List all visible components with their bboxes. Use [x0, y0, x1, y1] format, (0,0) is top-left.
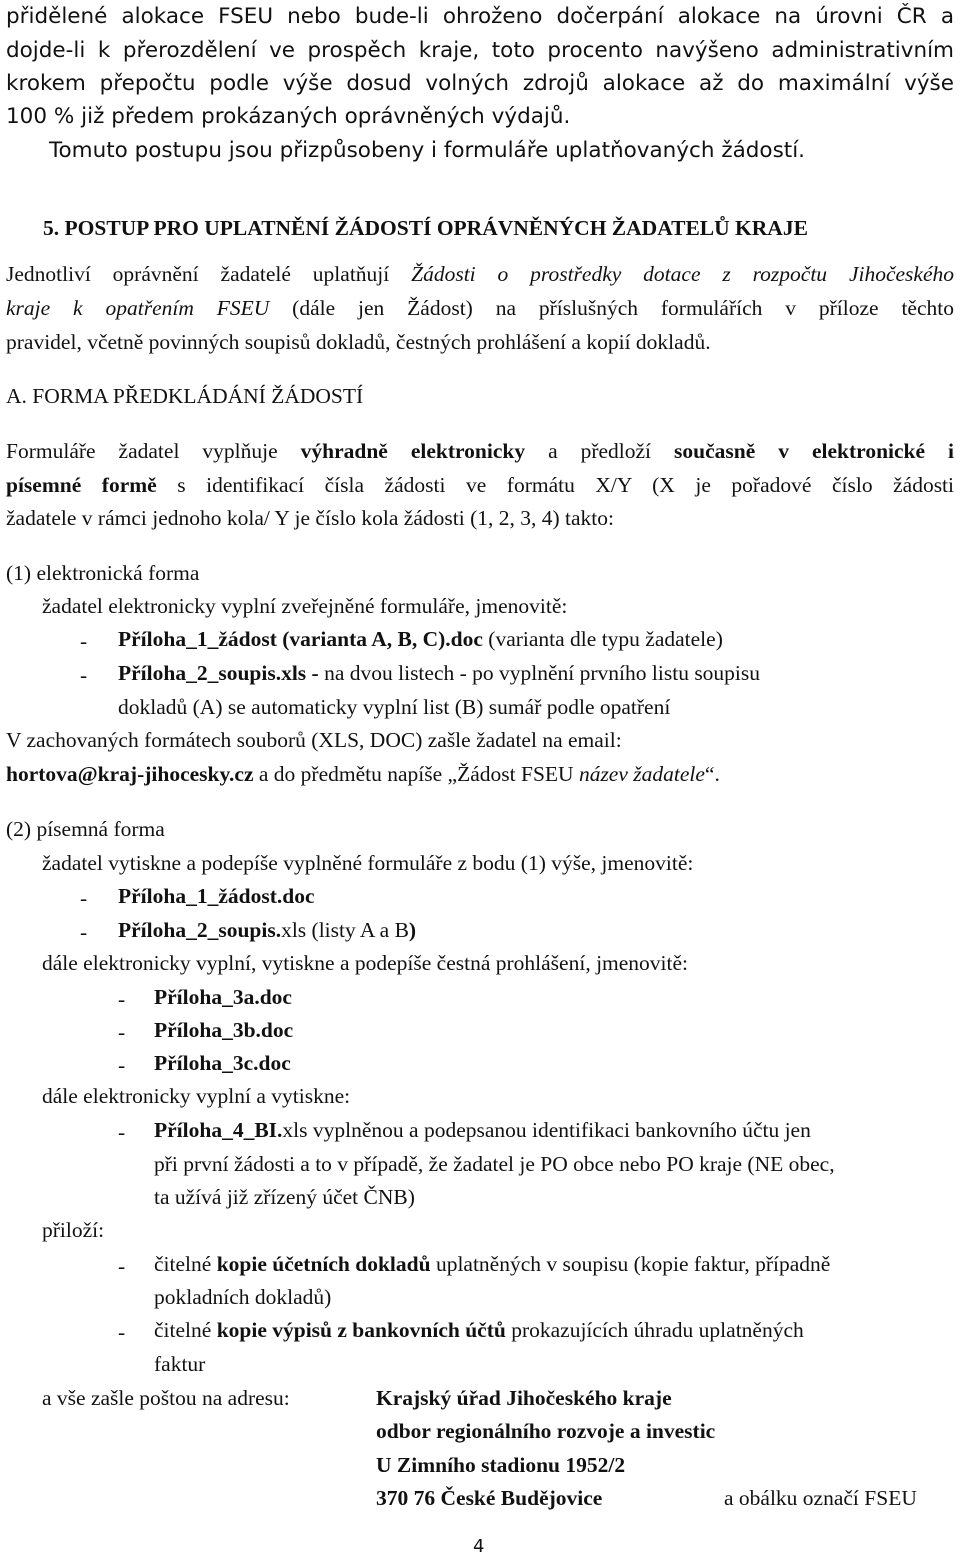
- intro-line-2: dojde-li k přerozdělení ve prospěch kraje, toto procento navýšeno administrativním: [6, 38, 954, 63]
- section-a-line-1: Formuláře žadatel vyplňuje výhradně elektronicky a předloží současně v elektronické i: [6, 439, 954, 463]
- declaration-item-2: Příloha_3b.doc: [154, 1018, 294, 1042]
- attach-item-1-line-2: pokladních dokladů): [154, 1285, 332, 1309]
- list-dash: -: [118, 1120, 126, 1144]
- section-a-heading: A. FORMA PŘEDKLÁDÁNÍ ŽÁDOSTÍ: [6, 384, 364, 408]
- list-dash: -: [118, 1254, 126, 1278]
- attach-item-2: čitelné kopie výpisů z bankovních účtů prokazujících úhradu uplatněných: [154, 1318, 804, 1342]
- list-dash: -: [118, 1320, 126, 1344]
- electronic-item-2: Příloha_2_soupis.xls - na dvou listech - po vyplnění prvního listu soupisu: [118, 661, 761, 685]
- written-item-2: Příloha_2_soupis.xls (listy A a B): [118, 918, 417, 942]
- list-dash: -: [118, 1053, 126, 1077]
- electronic-send-line-1: V zachovaných formátech souborů (XLS, DOC) zašle žadatel na email:: [6, 728, 622, 752]
- list-dash: -: [80, 663, 88, 687]
- declaration-item-3: Příloha_3c.doc: [154, 1051, 291, 1075]
- address-line-2: odbor regionálního rozvoje a investic: [376, 1419, 716, 1443]
- bank-id-item: Příloha_4_BI.xls vyplněnou a podepsanou identifikaci bankovního účtu jen: [154, 1118, 811, 1142]
- declaration-item-1: Příloha_3a.doc: [154, 985, 292, 1009]
- bank-id-item-line-2: při první žádosti a to v případě, že žadatel je PO obce nebo PO kraje (NE obec,: [154, 1152, 835, 1176]
- attach-item-2-line-2: faktur: [154, 1352, 206, 1376]
- bank-id-item-line-3: ta užívá již zřízený účet ČNB): [154, 1185, 415, 1209]
- address-line-3: U Zimního stadionu 1952/2: [376, 1453, 626, 1477]
- electronic-form-title: (1) elektronická forma: [6, 561, 200, 585]
- written-form-title: (2) písemná forma: [6, 817, 165, 841]
- list-dash: -: [118, 987, 126, 1011]
- written-form-intro: žadatel vytiskne a podepíše vyplněné formuláře z bodu (1) výše, jmenovitě:: [42, 851, 694, 875]
- electronic-item-1: Příloha_1_žádost (varianta A, B, C).doc (varianta dle typu žadatele): [118, 627, 723, 651]
- electronic-send-line-2: hortova@kraj-jihocesky.cz a do předmětu napíše „Žádost FSEU název žadatele“.: [6, 762, 720, 786]
- section-5-line-3: pravidel, včetně povinných soupisů dokladů, čestných prohlášení a kopií dokladů.: [6, 330, 711, 354]
- section-a-line-2: písemné formě s identifikací čísla žádosti ve formátu X/Y (X je pořadové číslo žádosti: [6, 473, 955, 497]
- electronic-item-2-continuation: dokladů (A) se automaticky vyplní list (B) sumář podle opatření: [118, 695, 671, 719]
- mail-address-label: a vše zašle poštou na adresu:: [42, 1386, 290, 1410]
- section-5-line-1: Jednotliví oprávnění žadatelé uplatňují Žádosti o prostředky dotace z rozpočtu Jihočeského: [6, 262, 954, 286]
- attach-item-1: čitelné kopie účetních dokladů uplatněných v soupisu (kopie faktur, případně: [154, 1252, 831, 1276]
- section-5-heading: 5. POSTUP PRO UPLATNĚNÍ ŽÁDOSTÍ OPRÁVNĚNÝCH ŽADATELŮ KRAJE: [43, 216, 808, 240]
- section-5-line-2: kraje k opatřením FSEU (dále jen Žádost) na příslušných formulářích v příloze těchto: [6, 296, 954, 320]
- address-line-1: Krajský úřad Jihočeského kraje: [376, 1386, 672, 1410]
- list-dash: -: [80, 629, 88, 653]
- list-dash: -: [80, 886, 88, 910]
- written-declarations-intro: dále elektronicky vyplní, vytiskne a podepíše čestná prohlášení, jmenovitě:: [42, 951, 689, 975]
- intro-line-4: 100 % již předem prokázaných oprávněných výdajů.: [6, 104, 571, 129]
- electronic-form-intro: žadatel elektronicky vyplní zveřejněné formuláře, jmenovitě:: [42, 594, 568, 618]
- page-number: 4: [473, 1536, 485, 1557]
- written-print-intro: dále elektronicky vyplní a vytiskne:: [42, 1084, 351, 1108]
- intro-line-5: Tomuto postupu jsou přizpůsobeny i formuláře uplatňovaných žádostí.: [49, 138, 806, 163]
- intro-line-1: přidělené alokace FSEU nebo bude-li ohroženo dočerpání alokace na úrovni ČR a: [6, 4, 954, 29]
- attach-label: přiloží:: [42, 1218, 105, 1242]
- intro-line-3: krokem přepočtu podle výše dosud volných zdrojů alokace až do maximální výše: [6, 71, 954, 96]
- envelope-note: a obálku označí FSEU: [724, 1486, 917, 1510]
- address-line-4: 370 76 České Budějovice: [376, 1486, 603, 1510]
- list-dash: -: [80, 920, 88, 944]
- section-a-line-3: žadatele v rámci jednoho kola/ Y je číslo kola žádosti (1, 2, 3, 4) takto:: [6, 506, 614, 530]
- list-dash: -: [118, 1020, 126, 1044]
- written-item-1: Příloha_1_žádost.doc: [118, 884, 315, 908]
- email-address[interactable]: hortova@kraj-jihocesky.cz: [6, 762, 254, 786]
